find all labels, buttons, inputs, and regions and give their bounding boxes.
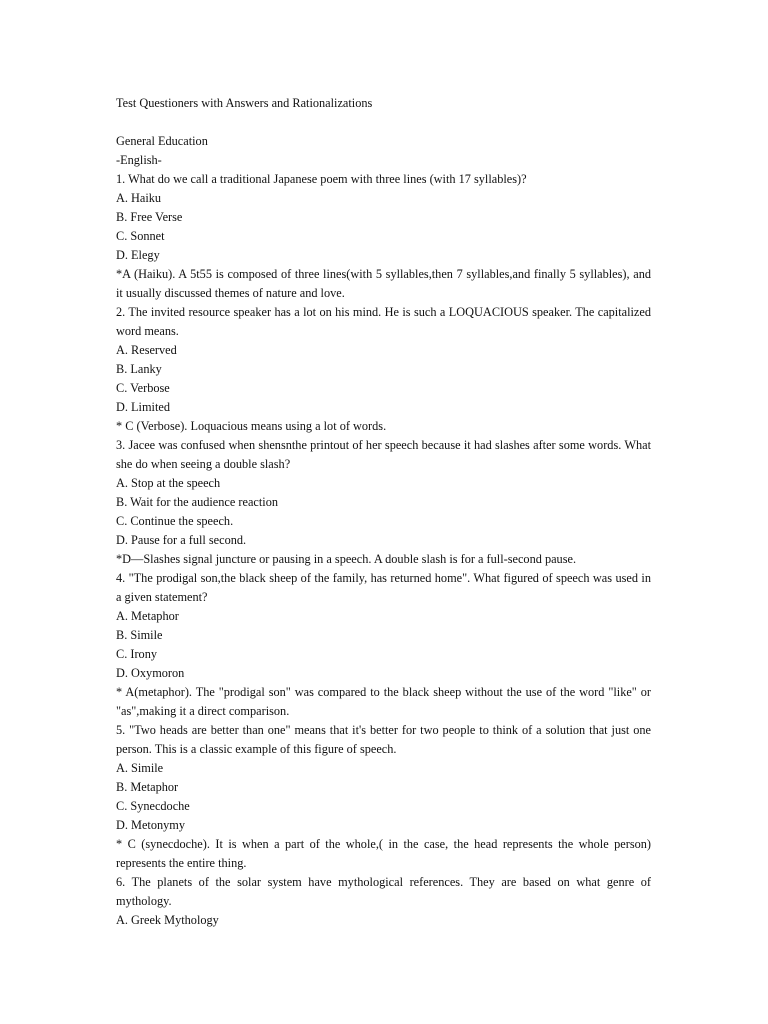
spacer (116, 113, 651, 132)
answer-choice: D. Oxymoron (116, 666, 185, 680)
question-text: 3. Jacee was confused when shensnthe printout of her speech because it had slashes after some words. What she do when seeing a double slash? (116, 438, 651, 471)
answer-choice: A. Simile (116, 761, 164, 775)
answer-choice: A. Stop at the speech (116, 476, 221, 490)
answer-choice: A. Greek Mythology (116, 913, 219, 927)
answer-choice: C. Irony (116, 647, 157, 661)
question-text: 6. The planets of the solar system have mythological references. They are based on what genre of mythology. (116, 875, 651, 908)
question-text: 4. "The prodigal son,the black sheep of the family, has returned home". What figured of speech was used in a given statement? (116, 571, 651, 604)
answer-rationale: *A (Haiku). A 5t55 is composed of three lines(with 5 syllables,then 7 syllables,and finally 5 syllables), and it usually discussed themes of nature and love. (116, 267, 651, 300)
answer-choice: A. Metaphor (116, 609, 179, 623)
answer-rationale: * A(metaphor). The "prodigal son" was compared to the black sheep without the use of the word "like" or "as",making it a direct comparison. (116, 685, 651, 718)
answer-choice: B. Free Verse (116, 210, 183, 224)
answer-rationale: * C (synecdoche). It is when a part of the whole,( in the case, the head represents the whole person) represents the entire thing. (116, 837, 651, 870)
answer-choice: C. Verbose (116, 381, 170, 395)
answer-choice: D. Elegy (116, 248, 160, 262)
question-text: 1. What do we call a traditional Japanese poem with three lines (with 17 syllables)? (116, 172, 527, 186)
answer-choice: B. Metaphor (116, 780, 179, 794)
question-text: 5. "Two heads are better than one" means that it's better for two people to think of a solution that just one person. This is a classic example of this figure of speech. (116, 723, 651, 756)
subject-heading: -English- (116, 153, 162, 167)
answer-choice: C. Synecdoche (116, 799, 190, 813)
answer-choice: D. Limited (116, 400, 170, 414)
answer-choice: D. Metonymy (116, 818, 185, 832)
question-list (116, 170, 651, 930)
answer-choice: B. Simile (116, 628, 163, 642)
answer-choice: A. Haiku (116, 191, 162, 205)
answer-rationale: *D—Slashes signal juncture or pausing in a speech. A double slash is for a full-second pause. (116, 552, 577, 566)
section-heading: General Education (116, 134, 208, 148)
answer-choice: B. Wait for the audience reaction (116, 495, 278, 509)
question-text: 2. The invited resource speaker has a lot on his mind. He is such a LOQUACIOUS speaker. The capitalized word means. (116, 305, 651, 338)
document-title: Test Questioners with Answers and Rationalizations (116, 96, 373, 110)
answer-choice: B. Lanky (116, 362, 162, 376)
document-page (116, 94, 651, 930)
answer-choice: A. Reserved (116, 343, 177, 357)
answer-choice: C. Sonnet (116, 229, 165, 243)
answer-choice: C. Continue the speech. (116, 514, 234, 528)
answer-choice: D. Pause for a full second. (116, 533, 247, 547)
answer-rationale: * C (Verbose). Loquacious means using a lot of words. (116, 419, 387, 433)
